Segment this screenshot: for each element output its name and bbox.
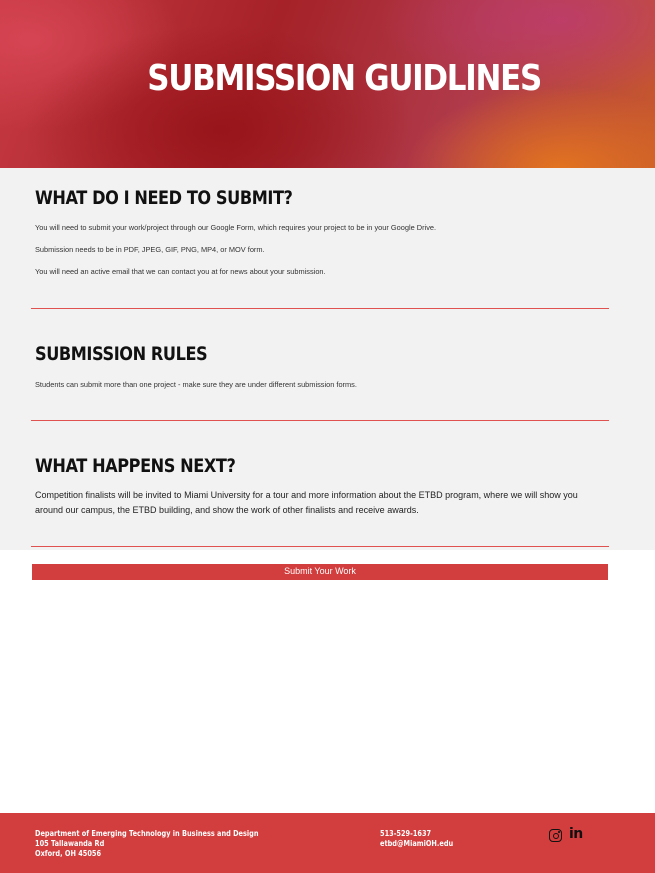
- footer-street: 105 Tallawanda Rd: [35, 839, 105, 848]
- linkedin-icon[interactable]: in: [569, 826, 583, 842]
- section-title-submission-rules: SUBMISSION RULES: [35, 343, 208, 365]
- section-divider: [31, 546, 609, 547]
- guidelines-content: [0, 168, 655, 550]
- section-title-what-happens-next: WHAT HAPPENS NEXT?: [35, 455, 236, 477]
- footer-email[interactable]: etbd@MiamiOH.edu: [380, 839, 454, 848]
- section-title-what-to-submit: WHAT DO I NEED TO SUBMIT?: [35, 187, 293, 209]
- footer: [0, 813, 655, 873]
- instagram-icon[interactable]: [549, 829, 562, 842]
- section-divider: [31, 308, 609, 309]
- submit-paragraph-google-form: You will need to submit your work/project through our Google Form, which requires your project to be in your Google Drive.: [35, 223, 437, 232]
- submit-paragraph-formats: Submission needs to be in PDF, JPEG, GIF, PNG, MP4, or MOV form.: [35, 245, 265, 254]
- section-divider: [31, 420, 609, 421]
- footer-phone[interactable]: 513-529-1637: [380, 829, 432, 838]
- footer-department: Department of Emerging Technology in Business and Design: [35, 829, 259, 838]
- rules-paragraph: Students can submit more than one project - make sure they are under different submission forms.: [35, 380, 357, 389]
- page-title: SUBMISSION GUIDLINES: [147, 58, 541, 99]
- submit-paragraph-email: You will need an active email that we can contact you at for news about your submission.: [35, 267, 326, 276]
- submit-work-button[interactable]: Submit Your Work: [32, 564, 608, 580]
- footer-contact: [380, 829, 453, 849]
- footer-city: Oxford, OH 45056: [35, 849, 102, 858]
- next-steps-paragraph: Competition finalists will be invited to Miami University for a tour and more information about the ETBD program, where we will show you around our campus, the ETBD building, and show the work of other finalists and receive awards.: [35, 490, 578, 515]
- hero-banner: [0, 0, 655, 168]
- footer-address: [35, 829, 259, 859]
